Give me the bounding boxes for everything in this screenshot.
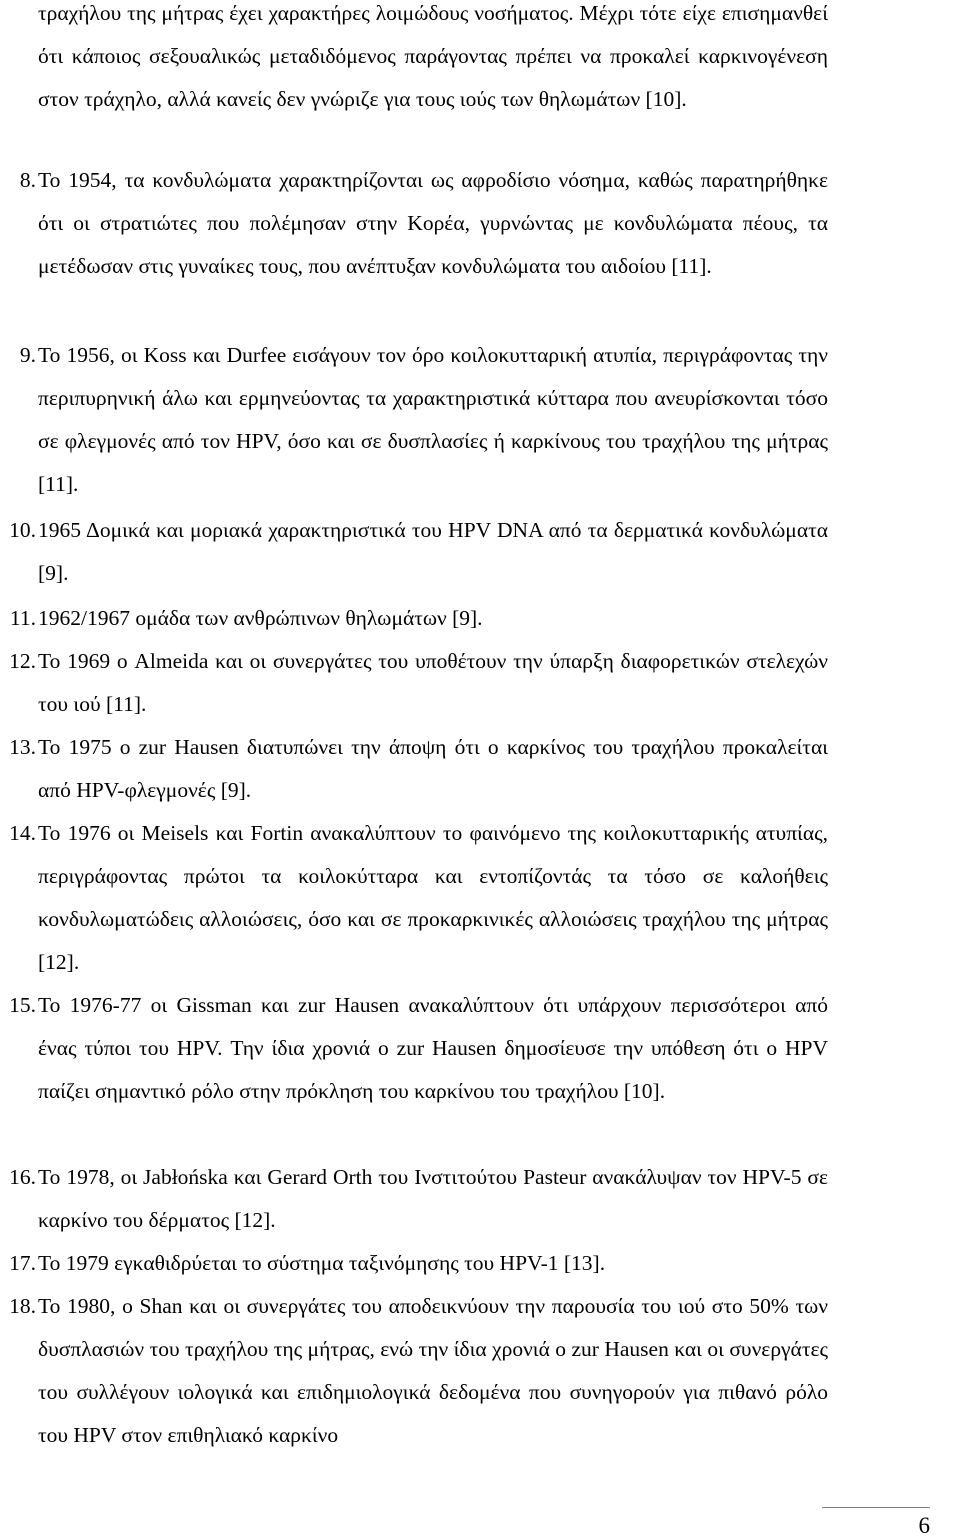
page-number: 6 xyxy=(918,1513,930,1538)
list-item-text: Το 1956, οι Koss και Durfee εισάγουν τον όρο κοιλοκυτταρική ατυπία, περιγράφοντας την περιπυρηνική άλω και ερμηνεύοντας τα χαρακτηριστικά κύτταρα που ανευρίσκονται τόσο σε φλεγμονές από τον HPV, όσο και σε δυσπλασίες ή καρκίνους του τραχήλου της μήτρας [11]. xyxy=(38,343,828,496)
list-item-18 xyxy=(0,1285,828,1457)
list-item-8 xyxy=(0,159,828,331)
list-item-text: Το 1978, οι Jabłońska και Gerard Orth του Ινστιτούτου Pasteur ανακάλυψαν τον HPV-5 σε καρκίνο του δέρματος [12]. xyxy=(38,1165,828,1232)
list-item-text: 1965 Δομικά και μοριακά χαρακτηριστικά του HPV DNA από τα δερματικά κονδυλώματα [9]. xyxy=(38,518,828,585)
list-item-number: 16. xyxy=(9,1165,36,1189)
list-item-12 xyxy=(0,640,828,726)
list-item-text: Το 1980, ο Shan και οι συνεργάτες του αποδεικνύουν την παρουσία του ιού στο 50% των δυσπλασιών του τραχήλου της μήτρας, ενώ την ίδια χρονιά ο zur Hausen και οι συνεργάτες του συλλέγουν ιολογικά και επιδημιολογικά δεδομένα που συνηγορούν για πιθανό ρόλο του HPV στον επιθηλιακό καρκίνο xyxy=(38,1294,828,1447)
list-item-text: Το 1976 οι Meisels και Fortin ανακαλύπτουν το φαινόμενο της κοιλοκυτταρικής ατυπίας, περιγράφοντας πρώτοι τα κοιλοκύτταρα και εντοπίζοντάς τα τόσο σε καλοήθεις κονδυλωματώδεις αλλοιώσεις, όσο και σε προκαρκινικές αλλοιώσεις τραχήλου της μήτρας [12]. xyxy=(38,821,828,974)
list-item-text: 1962/1967 ομάδα των ανθρώπινων θηλωμάτων [9]. xyxy=(38,606,483,630)
list-item-text: Το 1976-77 οι Gissman και zur Hausen ανακαλύπτουν ότι υπάρχουν περισσότεροι από ένας τύποι του HPV. Την ίδια χρονιά ο zur Hausen δημοσίευσε την υπόθεση ότι ο HPV παίζει σημαντικό ρόλο στην πρόκληση του καρκίνου του τραχήλου [10]. xyxy=(38,993,828,1103)
list-item-text: Το 1975 ο zur Hausen διατυπώνει την άποψη ότι ο καρκίνος του τραχήλου προκαλείται από HPV-φλεγμονές [9]. xyxy=(38,735,828,802)
list-item-number: 10. xyxy=(9,518,36,542)
list-item-number: 15. xyxy=(9,993,36,1017)
list-item-number: 13. xyxy=(9,735,36,759)
list-item-number: 17. xyxy=(9,1251,36,1275)
footer-divider xyxy=(822,1507,930,1508)
list-item-number: 12. xyxy=(9,649,36,673)
list-item-number: 14. xyxy=(9,821,36,845)
list-item-number: 8. xyxy=(19,168,36,192)
list-item-text: Το 1979 εγκαθιδρύεται το σύστημα ταξινόμησης του HPV-1 [13]. xyxy=(38,1251,606,1275)
list-item-14 xyxy=(0,812,828,984)
list-item-13 xyxy=(0,726,828,812)
list-item-17 xyxy=(0,1242,828,1285)
list-item-16 xyxy=(0,1156,828,1242)
list-item-number: 9. xyxy=(19,343,36,367)
list-item-9 xyxy=(0,334,828,506)
list-item-number: 18. xyxy=(9,1294,36,1318)
list-item-10 xyxy=(0,509,828,595)
list-item-15 xyxy=(0,984,828,1156)
list-item-11 xyxy=(0,597,828,640)
intro-paragraph: τραχήλου της μήτρας έχει χαρακτήρες λοιμώδους νοσήματος. Μέχρι τότε είχε επισημανθεί ότι κάποιος σεξουαλικώς μεταδιδόμενος παράγοντας πρέπει να προκαλεί καρκινογένεση στον τράχηλο, αλλά κανείς δεν γνώριζε για τους ιούς των θηλωμάτων [10]. xyxy=(38,1,828,111)
list-item-text: Το 1954, τα κονδυλώματα χαρακτηρίζονται ως αφροδίσιο νόσημα, καθώς παρατηρήθηκε ότι οι στρατιώτες που πολέμησαν στην Κορέα, γυρνώντας με κονδυλώματα πέους, τα μετέδωσαν στις γυναίκες τους, που ανέπτυξαν κονδυλώματα του αιδοίου [11]. xyxy=(38,168,828,278)
list-item-text: Το 1969 ο Almeida και οι συνεργάτες του υποθέτουν την ύπαρξη διαφορετικών στελεχών του ιού [11]. xyxy=(38,649,828,716)
list-item-number: 11. xyxy=(9,606,36,630)
